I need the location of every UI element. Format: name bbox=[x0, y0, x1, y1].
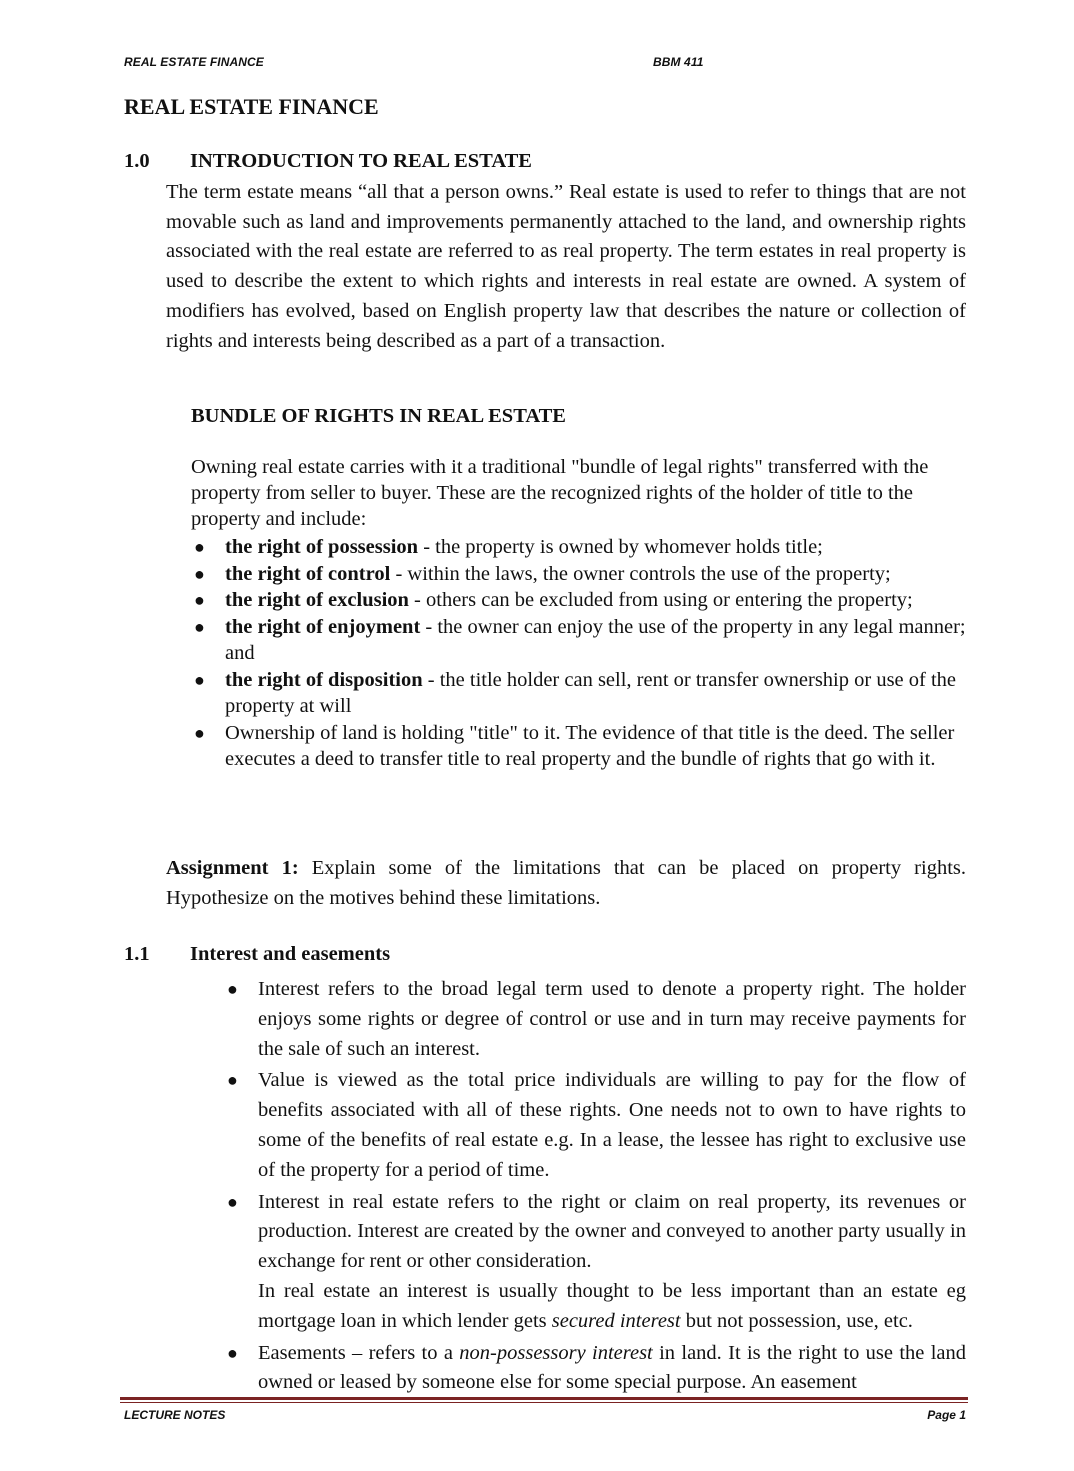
footer-divider-thin bbox=[120, 1402, 968, 1403]
right-description: - others can be excluded from using or entering the property; bbox=[408, 589, 913, 611]
bullet-icon: ● bbox=[194, 590, 205, 610]
interest-in-real-estate: Interest in real estate refers to the right or claim on real property, its revenues or production. Interest are created by the owner and conveyed to another party usually in exchange for rent or other consideration. bbox=[258, 1190, 966, 1273]
page-number: Page 1 bbox=[927, 1408, 966, 1422]
footer-divider bbox=[120, 1397, 968, 1400]
easement-text: Easements – refers to a bbox=[258, 1341, 460, 1364]
list-item bbox=[194, 534, 973, 561]
right-name: the right of control bbox=[225, 562, 391, 585]
intro-paragraph: The term estate means “all that a person owns.” Real estate is used to refer to things that are not movable such as land and improvements permanently attached to the land, and ownership rights associated with the real estate are referred to as real property. The term estates in real property is used to describe the extent to which rights and interests in real estate are owned. A system of modifiers has evolved, based on English property law that describes the nature or collection of rights and interests being described as a part of a transaction. bbox=[166, 181, 966, 352]
right-description: - the title holder can sell, rent or transfer ownership or use of the property at will bbox=[225, 668, 957, 717]
right-name: the right of exclusion bbox=[225, 589, 409, 611]
list-item bbox=[194, 561, 973, 588]
list-item bbox=[227, 975, 966, 1064]
list-item bbox=[194, 667, 973, 720]
bundle-of-rights-heading: BUNDLE OF RIGHTS IN REAL ESTATE bbox=[191, 405, 566, 427]
footer-label: LECTURE NOTES bbox=[124, 1408, 226, 1422]
continuation-text: In real estate an interest is usually thought to be less important than an estate eg mortgage loan in which lender gets bbox=[258, 1279, 966, 1332]
right-name: the right of possession bbox=[225, 536, 419, 558]
bullet-icon: ● bbox=[194, 616, 205, 637]
bullet-icon: ● bbox=[227, 1070, 238, 1091]
list-item bbox=[194, 720, 973, 773]
continuation-text-end: but not possession, use, etc. bbox=[680, 1309, 913, 1332]
right-name: the right of enjoyment bbox=[225, 615, 421, 638]
bullet-icon: ● bbox=[227, 1342, 238, 1363]
easement-text-end: in land. It is the right to use the land owned or leased by someone else for some special purpose. An easement bbox=[258, 1341, 967, 1394]
bullet-icon: ● bbox=[227, 1191, 238, 1212]
running-header-course-code: BBM 411 bbox=[653, 55, 704, 69]
assignment-paragraph bbox=[166, 854, 966, 913]
section-number: 1.1 bbox=[124, 943, 150, 965]
easement-italic: non-possessory interest bbox=[459, 1341, 653, 1364]
bullet-icon: ● bbox=[227, 979, 238, 999]
document-title: REAL ESTATE FINANCE bbox=[124, 94, 379, 119]
interest-list bbox=[227, 975, 967, 1400]
continuation-italic: secured interest bbox=[551, 1309, 681, 1332]
section-heading-1-1 bbox=[124, 943, 390, 966]
bullet-icon: ● bbox=[194, 537, 205, 557]
value-definition: Value is viewed as the total price individuals are willing to pay for the flow of benefits associated with all of these rights. One needs not to own to have rights to some of the benefits of real estate e.g. In a lease, the lessee has right to exclusive use of the property for a period of time. bbox=[258, 1069, 966, 1181]
section-title: INTRODUCTION TO REAL ESTATE bbox=[190, 150, 532, 172]
section-title: Interest and easements bbox=[190, 943, 391, 965]
assignment-label: Assignment 1: bbox=[166, 857, 299, 879]
assignment-text: Explain some of the limitations that can be placed on property rights. Hypothesize on the motives behind these limitations. bbox=[166, 857, 966, 909]
list-item bbox=[194, 614, 973, 667]
running-header-title: REAL ESTATE FINANCE bbox=[124, 55, 264, 69]
bullet-icon: ● bbox=[194, 563, 205, 584]
right-name: the right of disposition bbox=[225, 668, 423, 691]
list-item bbox=[227, 1066, 966, 1185]
right-description: - the property is owned by whomever holds title; bbox=[418, 536, 823, 558]
list-item bbox=[227, 1339, 967, 1399]
interest-continuation bbox=[258, 1277, 966, 1337]
right-description: - the owner can enjoy the use of the property in any legal manner; and bbox=[225, 615, 966, 664]
bullet-icon: ● bbox=[194, 722, 205, 743]
right-description: - within the laws, the owner controls the use of the property; bbox=[390, 562, 891, 585]
section-heading-1-0 bbox=[124, 150, 532, 173]
section-number: 1.0 bbox=[124, 150, 150, 172]
list-item bbox=[227, 1188, 966, 1337]
list-item bbox=[194, 587, 973, 614]
interest-definition: Interest refers to the broad legal term used to denote a property right. The holder enjoys some rights or degree of control or use and in turn may receive payments for the sale of such an interest. bbox=[258, 978, 966, 1060]
bullet-icon: ● bbox=[194, 669, 205, 690]
rights-list bbox=[194, 534, 973, 773]
bundle-intro-paragraph: Owning real estate carries with it a traditional "bundle of legal rights" transferred with the property from seller to buyer. These are the recognized rights of the holder of title to the property and include: bbox=[191, 456, 929, 530]
ownership-note: Ownership of land is holding "title" to it. The evidence of that title is the deed. The seller executes a deed to transfer title to real property and the bundle of rights that go with it. bbox=[225, 721, 955, 770]
